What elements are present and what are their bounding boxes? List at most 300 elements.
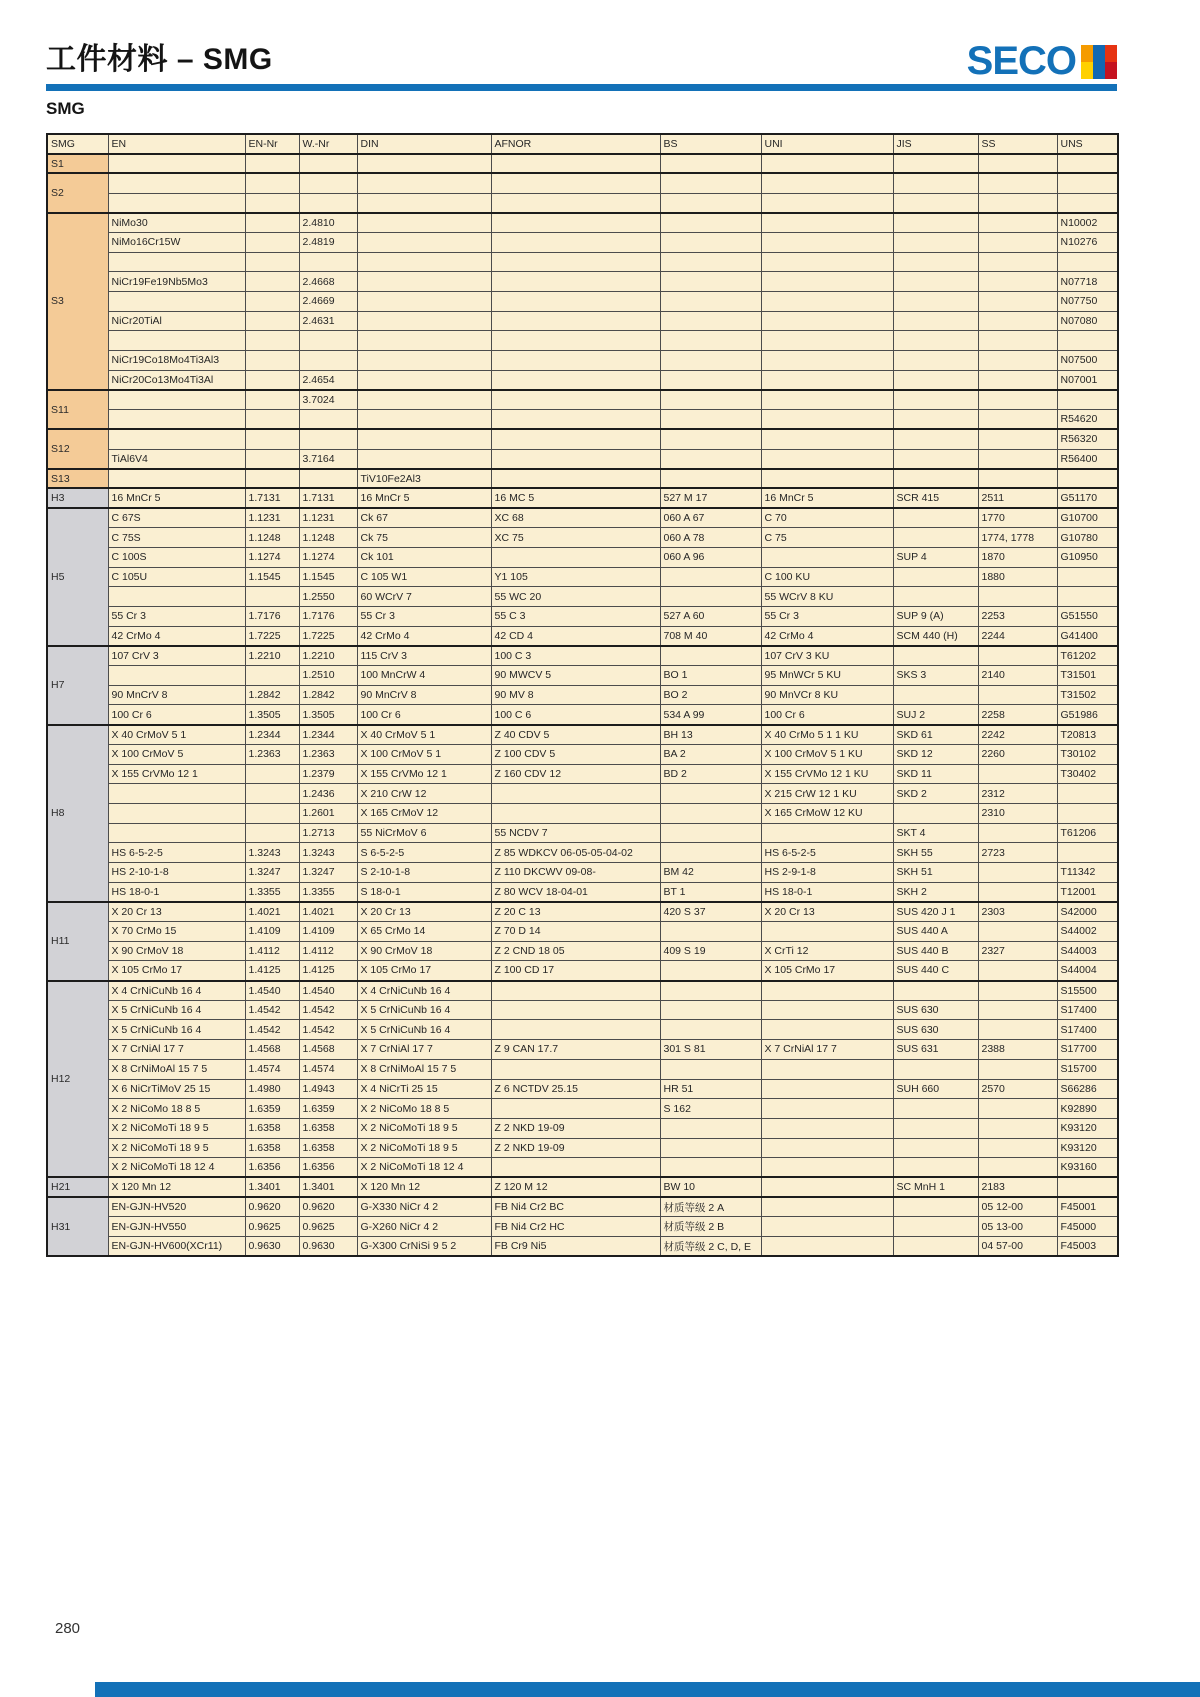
table-cell: Ck 101 bbox=[357, 547, 491, 567]
table-cell: SCM 440 (H) bbox=[893, 626, 978, 646]
table-cell: 1.3355 bbox=[299, 882, 357, 902]
table-cell: 1.3355 bbox=[245, 882, 299, 902]
table-cell: Z 2 CND 18 05 bbox=[491, 941, 660, 961]
table-cell bbox=[245, 213, 299, 233]
table-cell: C 75S bbox=[108, 528, 245, 548]
table-cell: X 155 CrVMo 12 1 bbox=[108, 764, 245, 784]
table-cell: 2140 bbox=[978, 666, 1057, 686]
table-cell bbox=[660, 1118, 761, 1138]
table-row bbox=[47, 1138, 1118, 1158]
table-cell bbox=[245, 252, 299, 272]
table-cell: S15500 bbox=[1057, 981, 1118, 1001]
section-label-cell: S2 bbox=[47, 173, 108, 212]
table-cell bbox=[1057, 843, 1118, 863]
table-cell: 2327 bbox=[978, 941, 1057, 961]
table-cell: 1.4943 bbox=[299, 1079, 357, 1099]
table-cell: 2388 bbox=[978, 1040, 1057, 1060]
table-cell: C 100 KU bbox=[761, 567, 893, 587]
table-row bbox=[47, 981, 1118, 1001]
table-cell: 1.2842 bbox=[299, 685, 357, 705]
table-cell: 1.1231 bbox=[245, 508, 299, 528]
logo-square bbox=[1093, 62, 1105, 79]
table-cell bbox=[660, 843, 761, 863]
table-cell bbox=[893, 981, 978, 1001]
table-cell: X 40 CrMo 5 1 1 KU bbox=[761, 725, 893, 745]
table-cell bbox=[245, 351, 299, 371]
table-row bbox=[47, 173, 1118, 193]
table-cell: 1.6359 bbox=[299, 1099, 357, 1119]
table-cell bbox=[761, 331, 893, 351]
table-cell: X 4 CrNiCuNb 16 4 bbox=[357, 981, 491, 1001]
table-header-row bbox=[47, 134, 1118, 154]
table-cell bbox=[978, 331, 1057, 351]
table-cell bbox=[761, 173, 893, 193]
table-cell: N07080 bbox=[1057, 311, 1118, 331]
table-cell: X 215 CrW 12 1 KU bbox=[761, 784, 893, 804]
table-cell: 1.7131 bbox=[245, 488, 299, 508]
table-cell bbox=[761, 272, 893, 292]
table-cell: 0.9630 bbox=[299, 1237, 357, 1257]
table-cell bbox=[893, 469, 978, 489]
table-row bbox=[47, 1079, 1118, 1099]
table-cell: NiMo16Cr15W bbox=[108, 232, 245, 252]
table-cell bbox=[978, 685, 1057, 705]
table-cell bbox=[978, 252, 1057, 272]
table-cell bbox=[108, 803, 245, 823]
table-cell bbox=[108, 331, 245, 351]
table-cell: X 2 NiCoMoTi 18 12 4 bbox=[357, 1158, 491, 1178]
table-cell: FB Cr9 Ni5 bbox=[491, 1237, 660, 1257]
table-cell: 1.3505 bbox=[299, 705, 357, 725]
table-cell: 527 A 60 bbox=[660, 607, 761, 627]
table-cell: X 7 CrNiAl 17 7 bbox=[108, 1040, 245, 1060]
table-row bbox=[47, 882, 1118, 902]
table-cell bbox=[978, 587, 1057, 607]
table-cell: S66286 bbox=[1057, 1079, 1118, 1099]
column-header: JIS bbox=[893, 134, 978, 154]
table-row bbox=[47, 528, 1118, 548]
table-cell: 1.3243 bbox=[299, 843, 357, 863]
table-cell bbox=[357, 213, 491, 233]
table-cell: SKD 61 bbox=[893, 725, 978, 745]
table-cell: X 2 NiCoMoTi 18 9 5 bbox=[357, 1118, 491, 1138]
section-label-cell: S12 bbox=[47, 429, 108, 468]
table-cell: 1.4542 bbox=[299, 1000, 357, 1020]
table-row bbox=[47, 626, 1118, 646]
smg-material-table bbox=[46, 133, 1119, 1257]
table-cell: 1.4542 bbox=[245, 1000, 299, 1020]
table-cell: S42000 bbox=[1057, 902, 1118, 922]
page-number: 280 bbox=[55, 1620, 81, 1637]
table-cell: 100 C 6 bbox=[491, 705, 660, 725]
table-cell bbox=[245, 232, 299, 252]
table-cell bbox=[893, 1237, 978, 1257]
table-cell: 1.4542 bbox=[245, 1020, 299, 1040]
table-cell: Z 6 NCTDV 25.15 bbox=[491, 1079, 660, 1099]
table-cell: G10780 bbox=[1057, 528, 1118, 548]
table-cell bbox=[893, 351, 978, 371]
table-cell: C 100S bbox=[108, 547, 245, 567]
table-cell: K93120 bbox=[1057, 1138, 1118, 1158]
table-cell: Ck 67 bbox=[357, 508, 491, 528]
table-cell: SUS 440 B bbox=[893, 941, 978, 961]
table-cell: X 4 CrNiCuNb 16 4 bbox=[108, 981, 245, 1001]
header-divider bbox=[46, 84, 1117, 91]
table-cell: Z 20 C 13 bbox=[491, 902, 660, 922]
table-cell bbox=[491, 1099, 660, 1119]
table-cell: X 5 CrNiCuNb 16 4 bbox=[357, 1000, 491, 1020]
table-row bbox=[47, 1059, 1118, 1079]
table-cell: FB Ni4 Cr2 BC bbox=[491, 1197, 660, 1217]
table-cell bbox=[357, 429, 491, 449]
table-cell: T11342 bbox=[1057, 862, 1118, 882]
table-row bbox=[47, 941, 1118, 961]
table-cell bbox=[491, 331, 660, 351]
table-cell: 2260 bbox=[978, 744, 1057, 764]
table-row bbox=[47, 567, 1118, 587]
table-row bbox=[47, 1158, 1118, 1178]
table-cell bbox=[357, 292, 491, 312]
table-cell: XC 68 bbox=[491, 508, 660, 528]
table-row bbox=[47, 961, 1118, 981]
table-cell: C 75 bbox=[761, 528, 893, 548]
table-cell bbox=[978, 429, 1057, 449]
column-header: EN bbox=[108, 134, 245, 154]
table-cell: F45001 bbox=[1057, 1197, 1118, 1217]
table-cell: SKD 12 bbox=[893, 744, 978, 764]
table-cell bbox=[893, 232, 978, 252]
table-row bbox=[47, 922, 1118, 942]
table-cell: S 162 bbox=[660, 1099, 761, 1119]
table-cell bbox=[893, 528, 978, 548]
table-cell: 3.7164 bbox=[299, 449, 357, 469]
table-cell bbox=[893, 1138, 978, 1158]
table-cell bbox=[893, 685, 978, 705]
table-cell bbox=[491, 547, 660, 567]
table-row bbox=[47, 351, 1118, 371]
table-cell: 材质等级 2 B bbox=[660, 1217, 761, 1237]
table-cell bbox=[108, 252, 245, 272]
table-row bbox=[47, 587, 1118, 607]
table-cell: Z 110 DKCWV 09-08- bbox=[491, 862, 660, 882]
table-cell bbox=[978, 390, 1057, 410]
table-cell bbox=[660, 331, 761, 351]
column-header: DIN bbox=[357, 134, 491, 154]
table-row bbox=[47, 725, 1118, 745]
table-cell: K93120 bbox=[1057, 1118, 1118, 1138]
table-cell: X CrTi 12 bbox=[761, 941, 893, 961]
table-cell: G10950 bbox=[1057, 547, 1118, 567]
table-cell: X 105 CrMo 17 bbox=[108, 961, 245, 981]
table-cell: 1770 bbox=[978, 508, 1057, 528]
table-cell: X 100 CrMoV 5 1 KU bbox=[761, 744, 893, 764]
table-cell: 1.6356 bbox=[299, 1158, 357, 1178]
table-cell: SC MnH 1 bbox=[893, 1177, 978, 1197]
table-cell bbox=[1057, 803, 1118, 823]
table-cell bbox=[108, 173, 245, 193]
table-row bbox=[47, 252, 1118, 272]
table-cell: 1.4112 bbox=[299, 941, 357, 961]
table-cell bbox=[357, 252, 491, 272]
table-cell bbox=[893, 449, 978, 469]
table-cell: 060 A 78 bbox=[660, 528, 761, 548]
table-cell: X 210 CrW 12 bbox=[357, 784, 491, 804]
table-cell bbox=[893, 213, 978, 233]
table-cell bbox=[978, 1020, 1057, 1040]
table-cell bbox=[660, 784, 761, 804]
table-cell: N10276 bbox=[1057, 232, 1118, 252]
table-cell: HS 2-10-1-8 bbox=[108, 862, 245, 882]
table-cell bbox=[299, 410, 357, 430]
table-row bbox=[47, 469, 1118, 489]
table-cell: 115 CrV 3 bbox=[357, 646, 491, 666]
table-cell: 2570 bbox=[978, 1079, 1057, 1099]
table-cell: 1.7225 bbox=[245, 626, 299, 646]
table-cell bbox=[893, 1099, 978, 1119]
table-cell: X 120 Mn 12 bbox=[108, 1177, 245, 1197]
table-cell bbox=[299, 154, 357, 174]
table-cell bbox=[660, 410, 761, 430]
table-cell: SUS 630 bbox=[893, 1020, 978, 1040]
table-cell: 1.2842 bbox=[245, 685, 299, 705]
table-cell: 107 CrV 3 bbox=[108, 646, 245, 666]
table-cell: 2312 bbox=[978, 784, 1057, 804]
column-header: AFNOR bbox=[491, 134, 660, 154]
table-cell: 1.7225 bbox=[299, 626, 357, 646]
table-cell: X 90 CrMoV 18 bbox=[357, 941, 491, 961]
table-cell bbox=[1057, 331, 1118, 351]
table-cell bbox=[660, 646, 761, 666]
table-cell: S 6-5-2-5 bbox=[357, 843, 491, 863]
table-cell: 42 CD 4 bbox=[491, 626, 660, 646]
table-cell: 1.1231 bbox=[299, 508, 357, 528]
table-cell: 1.2601 bbox=[299, 803, 357, 823]
table-cell: 1.4540 bbox=[299, 981, 357, 1001]
table-cell: 55 NiCrMoV 6 bbox=[357, 823, 491, 843]
table-cell: X 6 NiCrTiMoV 25 15 bbox=[108, 1079, 245, 1099]
table-row bbox=[47, 410, 1118, 430]
table-cell bbox=[299, 193, 357, 213]
table-cell: SKS 3 bbox=[893, 666, 978, 686]
table-cell bbox=[978, 764, 1057, 784]
table-cell bbox=[660, 587, 761, 607]
table-cell: 55 Cr 3 bbox=[357, 607, 491, 627]
table-cell: 2.4631 bbox=[299, 311, 357, 331]
column-header: UNI bbox=[761, 134, 893, 154]
table-cell bbox=[978, 292, 1057, 312]
table-cell bbox=[299, 429, 357, 449]
table-cell bbox=[761, 1099, 893, 1119]
table-cell bbox=[1057, 587, 1118, 607]
table-cell: 534 A 99 bbox=[660, 705, 761, 725]
section-label-cell: H31 bbox=[47, 1197, 108, 1256]
table-cell bbox=[761, 351, 893, 371]
table-cell bbox=[893, 311, 978, 331]
table-cell: 1.2379 bbox=[299, 764, 357, 784]
table-cell: X 165 CrMoW 12 KU bbox=[761, 803, 893, 823]
table-cell bbox=[108, 390, 245, 410]
table-cell: 1.6358 bbox=[245, 1138, 299, 1158]
table-cell: 1.7176 bbox=[299, 607, 357, 627]
column-header: BS bbox=[660, 134, 761, 154]
table-cell: 1.4568 bbox=[245, 1040, 299, 1060]
table-cell: 100 Cr 6 bbox=[108, 705, 245, 725]
table-cell bbox=[660, 370, 761, 390]
table-cell: X 105 CrMo 17 bbox=[357, 961, 491, 981]
table-cell bbox=[978, 1138, 1057, 1158]
table-cell: 16 MnCr 5 bbox=[357, 488, 491, 508]
smg-table-body bbox=[47, 154, 1118, 1257]
table-cell bbox=[299, 469, 357, 489]
table-cell bbox=[245, 390, 299, 410]
table-cell bbox=[893, 252, 978, 272]
table-cell: HS 6-5-2-5 bbox=[108, 843, 245, 863]
table-cell bbox=[108, 292, 245, 312]
table-cell bbox=[1057, 390, 1118, 410]
table-cell bbox=[978, 1158, 1057, 1178]
column-header: EN-Nr bbox=[245, 134, 299, 154]
table-cell: X 8 CrNiMoAl 15 7 5 bbox=[357, 1059, 491, 1079]
table-row bbox=[47, 292, 1118, 312]
table-cell bbox=[660, 567, 761, 587]
table-cell bbox=[491, 429, 660, 449]
table-cell: 90 MWCV 5 bbox=[491, 666, 660, 686]
table-cell: X 2 NiCoMoTi 18 12 4 bbox=[108, 1158, 245, 1178]
table-row bbox=[47, 823, 1118, 843]
table-cell: 1.4568 bbox=[299, 1040, 357, 1060]
table-cell: 60 WCrV 7 bbox=[357, 587, 491, 607]
table-cell: SUJ 2 bbox=[893, 705, 978, 725]
table-cell bbox=[660, 1158, 761, 1178]
table-cell bbox=[761, 193, 893, 213]
table-cell: 90 MnCrV 8 bbox=[357, 685, 491, 705]
table-cell: Z 100 CDV 5 bbox=[491, 744, 660, 764]
table-cell: 1.6358 bbox=[299, 1118, 357, 1138]
table-cell bbox=[978, 961, 1057, 981]
table-cell: BH 13 bbox=[660, 725, 761, 745]
table-cell bbox=[357, 173, 491, 193]
table-cell: NiCr20TiAl bbox=[108, 311, 245, 331]
table-cell: SKD 2 bbox=[893, 784, 978, 804]
section-label-cell: S3 bbox=[47, 213, 108, 390]
table-cell bbox=[978, 823, 1057, 843]
table-cell: X 5 CrNiCuNb 16 4 bbox=[357, 1020, 491, 1040]
table-cell: 3.7024 bbox=[299, 390, 357, 410]
table-cell bbox=[893, 410, 978, 430]
table-cell bbox=[978, 213, 1057, 233]
table-cell bbox=[108, 429, 245, 449]
table-cell bbox=[1057, 784, 1118, 804]
table-cell bbox=[245, 154, 299, 174]
table-cell: X 2 NiCoMoTi 18 9 5 bbox=[357, 1138, 491, 1158]
table-cell: 1.4109 bbox=[299, 922, 357, 942]
table-cell: 05 12-00 bbox=[978, 1197, 1057, 1217]
table-cell: Z 100 CD 17 bbox=[491, 961, 660, 981]
table-cell: 1.3401 bbox=[245, 1177, 299, 1197]
table-row bbox=[47, 1099, 1118, 1119]
table-cell bbox=[660, 154, 761, 174]
table-cell: 05 13-00 bbox=[978, 1217, 1057, 1237]
table-cell bbox=[245, 173, 299, 193]
table-cell: XC 75 bbox=[491, 528, 660, 548]
table-cell bbox=[491, 410, 660, 430]
table-cell bbox=[978, 272, 1057, 292]
table-cell: 2310 bbox=[978, 803, 1057, 823]
table-cell bbox=[299, 331, 357, 351]
logo-square bbox=[1081, 62, 1093, 79]
logo-square bbox=[1105, 45, 1117, 62]
table-cell: X 5 CrNiCuNb 16 4 bbox=[108, 1020, 245, 1040]
table-row bbox=[47, 488, 1118, 508]
table-cell: N07718 bbox=[1057, 272, 1118, 292]
table-cell: HS 18-0-1 bbox=[761, 882, 893, 902]
table-cell: 材质等级 2 C, D, E bbox=[660, 1237, 761, 1257]
table-cell bbox=[978, 370, 1057, 390]
table-cell bbox=[893, 1118, 978, 1138]
table-cell bbox=[357, 272, 491, 292]
section-label-cell: S1 bbox=[47, 154, 108, 174]
table-cell: 1.4542 bbox=[299, 1020, 357, 1040]
table-cell bbox=[761, 449, 893, 469]
section-label-cell: H21 bbox=[47, 1177, 108, 1197]
table-cell bbox=[893, 1158, 978, 1178]
table-cell: 100 MnCrW 4 bbox=[357, 666, 491, 686]
table-cell: SUP 9 (A) bbox=[893, 607, 978, 627]
table-cell bbox=[491, 370, 660, 390]
table-cell bbox=[660, 981, 761, 1001]
table-cell bbox=[357, 331, 491, 351]
table-cell bbox=[1057, 469, 1118, 489]
table-cell: HS 6-5-2-5 bbox=[761, 843, 893, 863]
seco-logo-mark-icon bbox=[1081, 45, 1117, 79]
table-cell bbox=[357, 370, 491, 390]
table-cell: X 7 CrNiAl 17 7 bbox=[357, 1040, 491, 1060]
table-cell bbox=[491, 311, 660, 331]
table-cell bbox=[978, 173, 1057, 193]
table-cell bbox=[491, 390, 660, 410]
table-cell bbox=[893, 429, 978, 449]
table-cell bbox=[491, 784, 660, 804]
table-cell bbox=[978, 1000, 1057, 1020]
table-cell: 409 S 19 bbox=[660, 941, 761, 961]
table-row bbox=[47, 1118, 1118, 1138]
table-cell bbox=[978, 922, 1057, 942]
table-cell: 0.9620 bbox=[299, 1197, 357, 1217]
table-cell bbox=[108, 587, 245, 607]
table-cell: FB Ni4 Cr2 HC bbox=[491, 1217, 660, 1237]
table-cell bbox=[660, 469, 761, 489]
table-row bbox=[47, 232, 1118, 252]
table-cell: 1.1274 bbox=[245, 547, 299, 567]
table-cell: 1.2363 bbox=[299, 744, 357, 764]
table-row bbox=[47, 193, 1118, 213]
table-cell bbox=[660, 1138, 761, 1158]
table-cell: 2723 bbox=[978, 843, 1057, 863]
table-cell: BW 10 bbox=[660, 1177, 761, 1197]
table-row bbox=[47, 666, 1118, 686]
table-cell bbox=[761, 922, 893, 942]
table-cell: Z 2 NKD 19-09 bbox=[491, 1138, 660, 1158]
table-cell bbox=[660, 429, 761, 449]
table-cell: 2.4810 bbox=[299, 213, 357, 233]
table-cell: X 40 CrMoV 5 1 bbox=[357, 725, 491, 745]
table-cell: EN-GJN-HV600(XCr11) bbox=[108, 1237, 245, 1257]
table-cell: 1870 bbox=[978, 547, 1057, 567]
table-cell: 1.2344 bbox=[299, 725, 357, 745]
table-row bbox=[47, 370, 1118, 390]
table-cell: 301 S 81 bbox=[660, 1040, 761, 1060]
table-cell: 420 S 37 bbox=[660, 902, 761, 922]
